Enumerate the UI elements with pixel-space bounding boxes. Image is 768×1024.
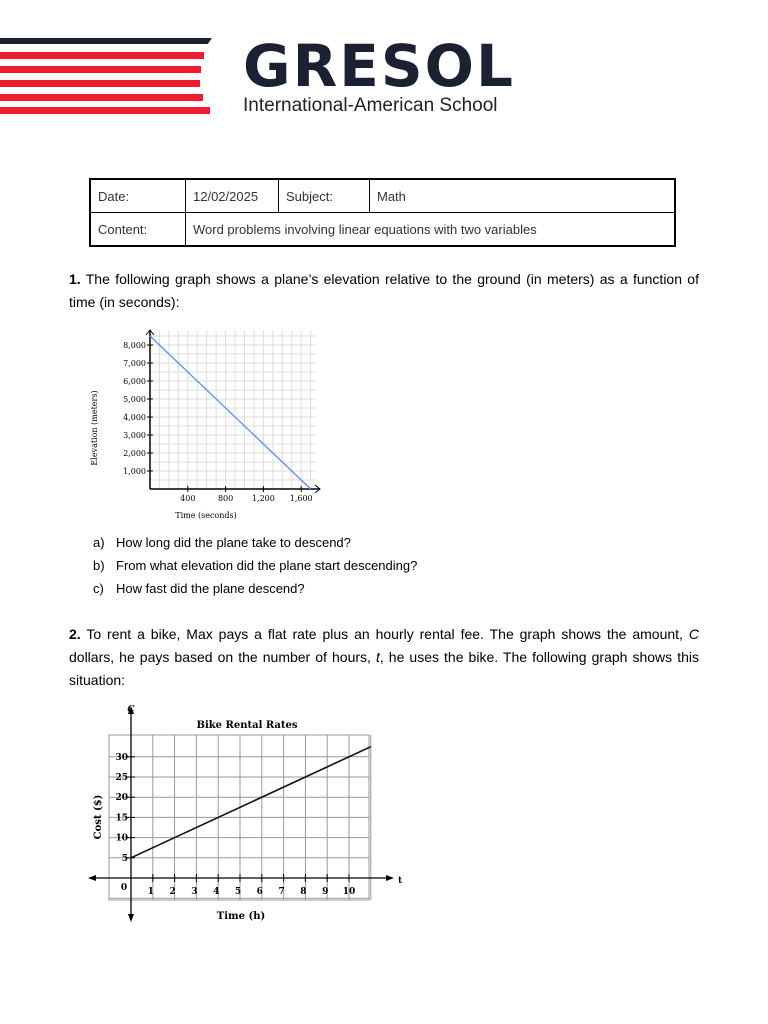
y-tick-label: 6,000	[123, 377, 146, 386]
subject-label: Subject:	[279, 179, 370, 213]
part-text: How fast did the plane descend?	[116, 581, 305, 596]
y-tick-label: 30	[115, 752, 128, 763]
subject-value: Math	[370, 179, 676, 213]
y-axis-label: Cost ($)	[93, 794, 104, 840]
x-tick-label: 9	[322, 887, 329, 897]
y-tick-label: 15	[115, 813, 128, 824]
x-tick-label: 6	[256, 887, 263, 897]
part-letter: b)	[93, 558, 105, 573]
content-value: Word problems involving linear equations with two variables	[186, 213, 676, 247]
x-tick-label: 10	[342, 887, 356, 897]
y-axis-arrow-down	[128, 914, 134, 922]
question-1b	[93, 556, 417, 576]
x-axis-label: Time (seconds)	[175, 511, 237, 520]
x-tick-label: 1,600	[289, 494, 313, 503]
elevation-line	[150, 336, 311, 489]
x-axis-arrow-right	[386, 875, 394, 881]
question-text: dollars, he pays based on the number of hours,	[69, 649, 376, 665]
part-letter: a)	[93, 535, 105, 550]
part-letter: c)	[93, 581, 104, 596]
y-variable-label: C	[127, 705, 135, 715]
y-tick-label: 25	[115, 773, 128, 783]
question-number: 2.	[69, 626, 81, 642]
x-tick-label: 400	[180, 494, 196, 503]
origin-label: 0	[120, 883, 128, 893]
x-tick-label: 1	[147, 887, 154, 897]
y-tick-label: 5,000	[123, 395, 146, 404]
bike-rental-chart	[88, 705, 403, 922]
x-variable-label: t	[398, 876, 403, 886]
variable-t: t	[375, 649, 380, 665]
x-tick-label: 3	[191, 887, 198, 897]
x-axis-label: Time (h)	[216, 911, 266, 922]
part-text: From what elevation did the plane start descending?	[116, 558, 418, 573]
y-tick-label: 5	[121, 853, 128, 864]
y-tick-label: 2,000	[123, 449, 146, 458]
question-1c	[93, 579, 305, 599]
content-label: Content:	[90, 213, 186, 247]
question-text: The following graph shows a plane’s elevation relative to the ground (in meters) as a function of time (in seconds):	[69, 271, 699, 310]
y-tick-label: 3,000	[123, 431, 146, 440]
chart-title: Bike Rental Rates	[196, 720, 298, 731]
date-value: 12/02/2025	[186, 179, 279, 213]
question-text: To rent a bike, Max pays a flat rate plus an hourly rental fee. The graph shows the amount,	[80, 626, 689, 642]
x-tick-label: 8	[300, 887, 307, 897]
y-tick-label: 8,000	[123, 341, 146, 350]
y-tick-label: 10	[115, 833, 128, 844]
x-tick-label: 4	[213, 887, 220, 897]
x-tick-label: 7	[278, 887, 285, 897]
logo-wordmark: GRESOL	[243, 32, 515, 100]
x-tick-label: 800	[217, 494, 234, 503]
y-tick-label: 7,000	[123, 359, 146, 368]
cost-line	[131, 747, 371, 858]
x-tick-label: 5	[234, 887, 242, 897]
question-1a	[93, 533, 351, 553]
logo-subtitle: International-American School	[243, 95, 498, 116]
question-number: 1.	[69, 271, 81, 287]
elevation-chart	[90, 330, 320, 520]
date-label: Date:	[90, 179, 186, 213]
y-axis-label: Elevation (meters)	[90, 390, 99, 466]
x-axis-arrow-left	[88, 875, 96, 881]
x-tick-label: 1,200	[251, 494, 275, 503]
question-2	[69, 623, 699, 692]
x-tick-label: 2	[169, 887, 176, 897]
variable-c: C	[688, 626, 699, 642]
y-tick-label: 1,000	[123, 467, 146, 476]
question-text: , he uses the bike. The following graph shows this situation:	[69, 649, 700, 688]
part-text: How long did the plane take to descend?	[116, 535, 351, 550]
y-tick-label: 4,000	[123, 413, 146, 422]
y-tick-label: 20	[115, 793, 128, 804]
